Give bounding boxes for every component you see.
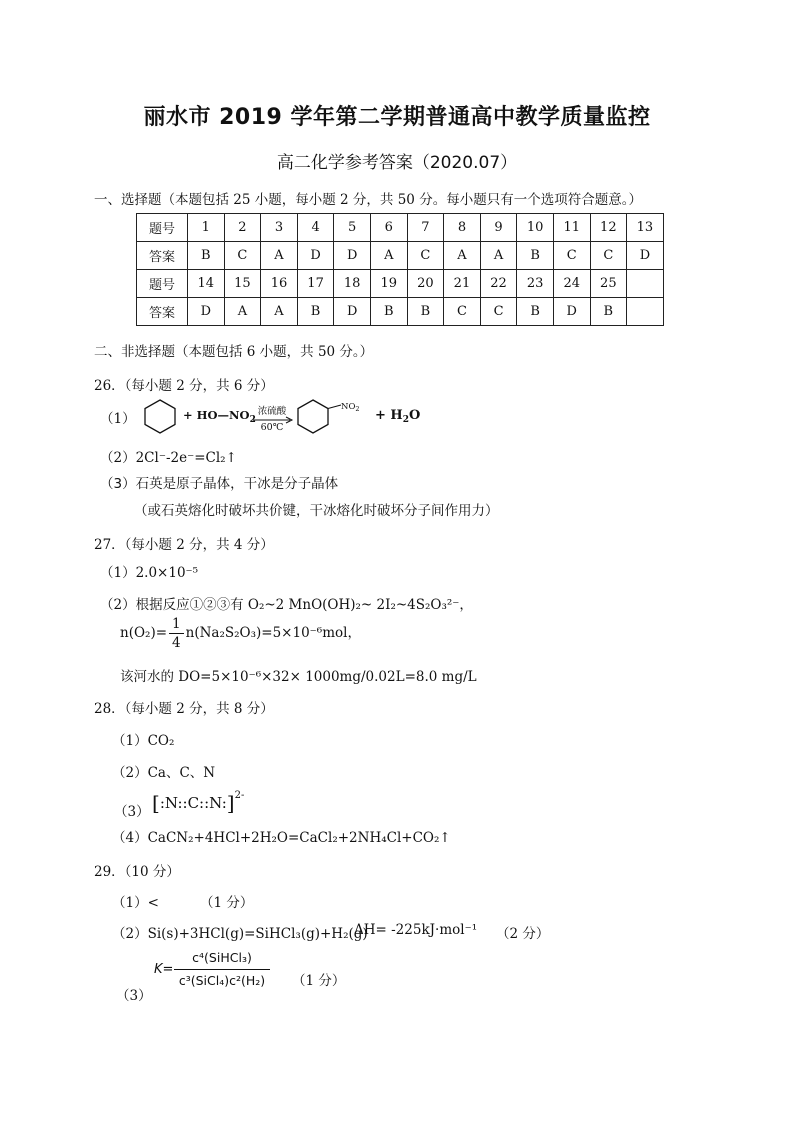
table-label-answer: 答案 [137,242,188,270]
question-number: 22 [480,270,517,298]
question-number: 7 [407,214,444,242]
answer-cell: D [334,242,371,270]
q26-part3: （3）石英是原子晶体，干冰是分子晶体 [100,476,339,492]
question-number: 21 [444,270,481,298]
question-number: 17 [297,270,334,298]
answer-cell: A [261,298,298,326]
answer-cell: C [224,242,261,270]
answer-cell: A [261,242,298,270]
question-number: 3 [261,214,298,242]
q28-structure-text: :N::C::N: [159,794,227,812]
question-number: 16 [261,270,298,298]
q29-part2-dh: ΔH= -225kJ·mol⁻¹ [354,922,478,938]
benzene-ring-icon [142,397,178,435]
q29-part2-score: （2 分） [496,926,550,942]
q26-temperature: 60℃ [260,422,284,433]
answer-cell [627,298,664,326]
table-label-question: 题号 [137,270,188,298]
question-number: 8 [444,214,481,242]
table-label-answer: 答案 [137,298,188,326]
table-row [137,214,664,242]
question-number: 14 [188,270,225,298]
q27-part2: （2）根据反应①②③有 O₂~2 MnO(OH)₂~ 2I₂~4S₂O₃²⁻， [100,597,473,613]
answer-cell: B [517,298,554,326]
q26-nitro-group: $NO_2$ [341,402,360,413]
section1-heading: 一、选择题（本题包括 25 小题，每小题 2 分，共 50 分。每小题只有一个选项符合题意。） [94,192,642,208]
table-row [137,270,664,298]
question-number: 12 [590,214,627,242]
q28-charge: 2- [234,790,245,801]
answer-cell: D [553,298,590,326]
q28-electron-structure: [:N::C::N:]$^{2-}$ [152,790,245,815]
answer-cell: B [297,298,334,326]
question-number: 13 [627,214,664,242]
q28-part1: （1）CO₂ [112,733,175,749]
answer-cell: C [553,242,590,270]
q26-catalyst: 浓硫酸 [257,406,287,417]
answer-cell: C [480,298,517,326]
answer-cell: A [370,242,407,270]
answer-cell: D [188,298,225,326]
answer-cell: D [334,298,371,326]
answer-table [136,213,664,326]
q26-water: + $H_2O$ [375,408,421,425]
q27-formula-lhs: n(O₂)= [120,625,168,641]
fraction-denominator: 4 [172,635,181,651]
q28-part2: （2）Ca、C、N [112,765,216,781]
answer-cell: C [590,242,627,270]
question-number: 19 [370,270,407,298]
question-number: 15 [224,270,261,298]
answer-cell: B [517,242,554,270]
question-number: 9 [480,214,517,242]
answer-cell: C [407,242,444,270]
question-number: 4 [297,214,334,242]
answer-cell: D [297,242,334,270]
q29-k-fraction-bar [174,969,270,970]
q29-part3-label: （3） [116,988,152,1004]
q28-part3-label: （3） [114,804,150,820]
q29-part1: （1）< [112,895,159,911]
section2-heading: 二、非选择题（本题包括 6 小题，共 50 分。） [94,344,374,360]
q26-part2: （2）2Cl⁻-2e⁻=Cl₂↑ [100,450,237,466]
q29-part2: （2）Si(s)+3HCl(g)=SiHCl₃(g)+H₂(g) [112,926,368,942]
answer-cell: A [224,298,261,326]
page-title: 丽水市 2019 学年第二学期普通高中教学质量监控 [143,105,651,130]
q29-k-numerator: c⁴(SiHCl₃) [192,950,252,965]
q27-heading: 27．（每小题 2 分，共 4 分） [94,537,274,553]
fraction-numerator: 1 [169,615,184,634]
q26-part1-label: （1） [100,411,136,427]
q27-formula [120,615,361,652]
answer-cell: B [590,298,627,326]
q26-heading: 26．（每小题 2 分，共 6 分） [94,378,274,394]
q27-do-result: 该河水的 DO=5×10⁻⁶×32× 1000mg/0.02L=8.0 mg/L [120,669,477,685]
q29-part1-score: （1 分） [200,895,254,911]
question-number: 1 [188,214,225,242]
q28-part4: （4）CaCN₂+4HCl+2H₂O=CaCl₂+2NH₄Cl+CO₂↑ [112,830,451,846]
question-number: 6 [370,214,407,242]
answer-cell: B [407,298,444,326]
q26-reagent: + $HO—NO_2$ [183,408,256,425]
question-number [627,270,664,298]
question-number: 25 [590,270,627,298]
q27-part1: （1）2.0×10⁻⁵ [100,565,199,581]
question-number: 18 [334,270,371,298]
q29-heading: 29．（10 分） [94,864,180,880]
question-number: 24 [553,270,590,298]
question-number: 10 [517,214,554,242]
answer-cell: D [627,242,664,270]
q29-k-lhs: K= [154,962,174,977]
q29-part3-score: （1 分） [292,973,346,989]
answer-cell: C [444,298,481,326]
question-number: 20 [407,270,444,298]
answer-cell: B [188,242,225,270]
q26-part3-alt: （或石英熔化时破坏共价键，干冰熔化时破坏分子间作用力） [134,503,499,519]
answer-cell: A [444,242,481,270]
question-number: 23 [517,270,554,298]
question-number: 2 [224,214,261,242]
answer-cell: A [480,242,517,270]
table-row [137,298,664,326]
nitrobenzene-icon [297,397,345,435]
fraction [169,615,184,652]
answer-cell: B [370,298,407,326]
table-row [137,242,664,270]
q27-formula-rhs: n(Na₂S₂O₃)=5×10⁻⁶mol， [185,625,361,641]
q28-heading: 28．（每小题 2 分，共 8 分） [94,701,274,717]
question-number: 11 [553,214,590,242]
q29-k-denominator: c³(SiCl₄)c²(H₂) [178,973,266,988]
page-subtitle: 高二化学参考答案（2020.07） [276,153,518,173]
question-number: 5 [334,214,371,242]
table-label-question: 题号 [137,214,188,242]
